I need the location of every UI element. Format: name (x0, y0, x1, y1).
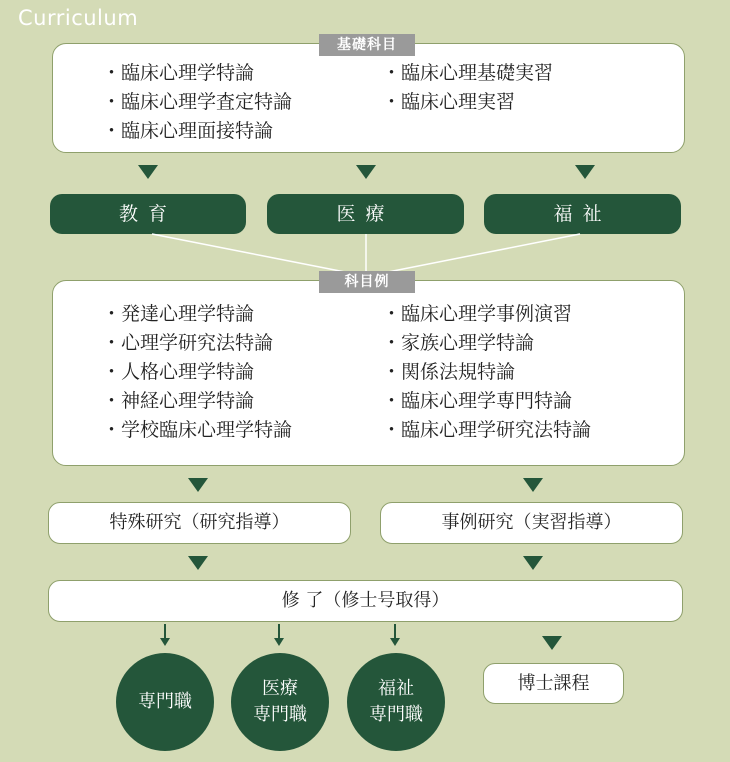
list-item: ・ 臨床心理学査定特論 (102, 88, 292, 117)
arrow-down-icon (523, 478, 543, 492)
list-item: ・ 神経心理学特論 (102, 387, 292, 416)
list-item: ・ 心理学研究法特論 (102, 329, 292, 358)
connector-line (278, 624, 280, 638)
list-item: ・ 発達心理学特論 (102, 300, 292, 329)
list-item: ・ 臨床心理面接特論 (102, 117, 292, 146)
list-item: ・ 人格心理学特論 (102, 358, 292, 387)
field-welfare: 福祉 (484, 194, 681, 234)
list-item: ・ 臨床心理学研究法特論 (382, 416, 591, 445)
page-title: Curriculum (18, 6, 139, 30)
case-research-box: 事例研究（実習指導） (380, 502, 683, 544)
example-subjects-right-list (382, 300, 591, 445)
connector-line (164, 624, 166, 638)
field-medical: 医療 (267, 194, 464, 234)
welfare-specialist-circle: 福祉 専門職 (347, 653, 445, 751)
special-research-box: 特殊研究（研究指導） (48, 502, 351, 544)
completion-box: 修 了（修士号取得） (48, 580, 683, 622)
list-item: ・ 臨床心理学事例演習 (382, 300, 591, 329)
list-item: ・ 臨床心理基礎実習 (382, 59, 553, 88)
arrow-down-icon (160, 638, 170, 646)
list-item: ・ 家族心理学特論 (382, 329, 591, 358)
list-item: ・ 臨床心理学特論 (102, 59, 292, 88)
arrow-down-icon (390, 638, 400, 646)
connector-lines (0, 0, 730, 300)
arrow-down-icon (274, 638, 284, 646)
arrow-down-icon (188, 556, 208, 570)
specialist-circle: 専門職 (116, 653, 214, 751)
doctoral-course-box: 博士課程 (483, 663, 624, 704)
basic-subjects-tag: 基礎科目 (319, 34, 415, 56)
example-subjects-tag: 科目例 (319, 271, 415, 293)
arrow-down-icon (542, 636, 562, 650)
list-item: ・ 関係法規特論 (382, 358, 591, 387)
connector-line (394, 624, 396, 638)
medical-specialist-circle: 医療 専門職 (231, 653, 329, 751)
list-item: ・ 学校臨床心理学特論 (102, 416, 292, 445)
list-item: ・ 臨床心理実習 (382, 88, 553, 117)
example-subjects-left-list (102, 300, 292, 445)
field-education: 教育 (50, 194, 246, 234)
arrow-down-icon (523, 556, 543, 570)
list-item: ・ 臨床心理学専門特論 (382, 387, 591, 416)
arrow-down-icon (188, 478, 208, 492)
